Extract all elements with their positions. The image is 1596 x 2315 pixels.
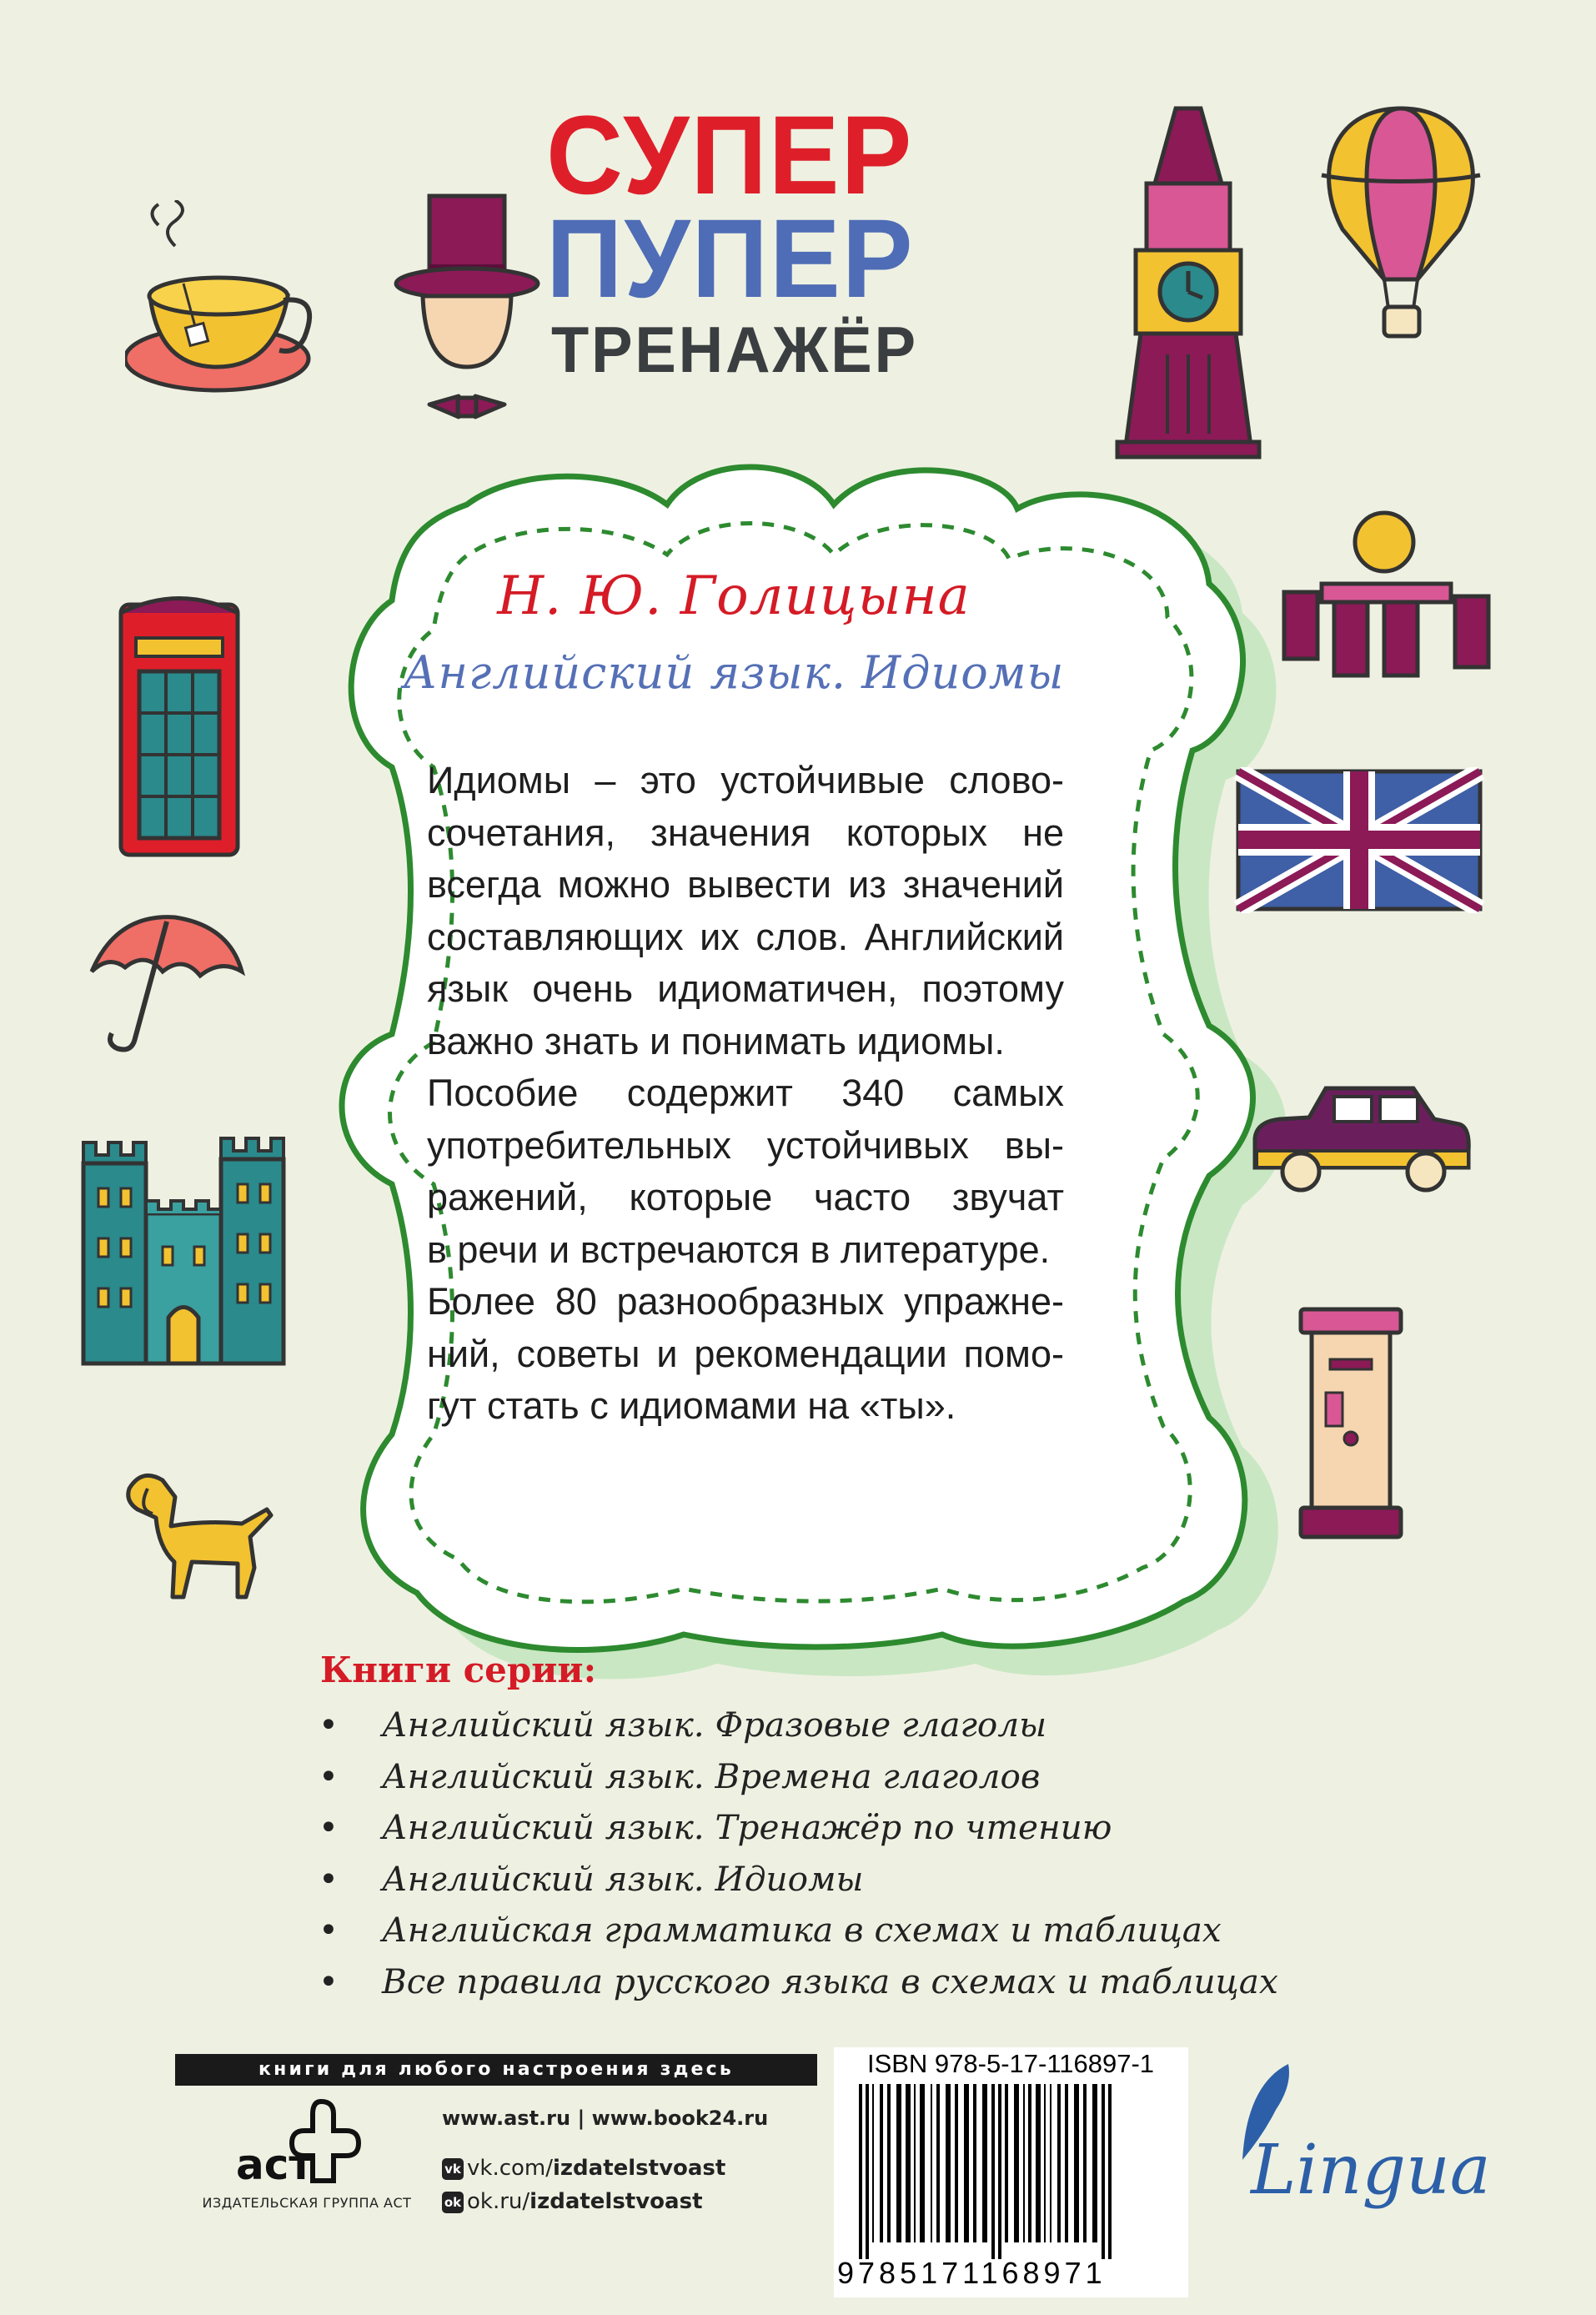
union-jack-flag-icon: [1234, 767, 1484, 913]
barcode-bar: [1050, 2084, 1051, 2242]
description-line: употребительных устойчивых вы-: [427, 1123, 1064, 1167]
list-item: [309, 1751, 1278, 1803]
castle-icon: [75, 1130, 300, 1368]
publisher-sites[interactable]: www.ast.ru | www.book24.ru: [442, 2107, 769, 2130]
ast-logo-icon: [229, 2097, 371, 2189]
description-line: ражений, которые часто звучат: [427, 1176, 1064, 1218]
series-book-title: Все правила русского языка в схемах и таблицах: [382, 1961, 1278, 2001]
barcode-bar: [872, 2084, 874, 2242]
barcode-bar: [1057, 2084, 1061, 2242]
ean-digits: 9785171168971: [837, 2256, 1107, 2290]
barcode-bar: [955, 2084, 958, 2242]
publisher-caption: ИЗДАТЕЛЬСКАЯ ГРУППА АСТ: [202, 2195, 412, 2211]
series-logo-line2: ПУПЕР: [546, 197, 915, 321]
series-books-list: [309, 1700, 1278, 2007]
description-line: Более 80 разнообразных упражне-: [427, 1280, 1064, 1323]
london-taxi-icon: [1247, 1076, 1476, 1197]
series-book-title: Английский язык. Фразовые глаголы: [382, 1705, 1047, 1745]
hot-air-balloon-icon: [1305, 100, 1497, 350]
series-logo-line3: ТРЕНАЖЁР: [551, 313, 918, 386]
barcode-bar: [1014, 2084, 1019, 2242]
vk-icon: vk: [442, 2158, 464, 2180]
isbn-text: ISBN 978-5-17-116897-1: [866, 2049, 1155, 2078]
bullet: •: [319, 1961, 339, 2001]
barcode-bar: [982, 2084, 987, 2242]
description-line: Идиомы – это устойчивые слово-: [427, 759, 1064, 801]
description-line: всегда можно вывести из значений: [427, 863, 1064, 906]
big-ben-icon: [1076, 104, 1309, 463]
description-line: составляющих их слов. Английский: [427, 915, 1064, 958]
barcode-bar: [1044, 2084, 1046, 2242]
barcode-bar: [896, 2084, 901, 2242]
bullet: •: [319, 1807, 339, 1847]
ok-handle: izdatelstvoast: [529, 2189, 703, 2214]
barcode-bar: [973, 2084, 976, 2242]
barcode-bars: [859, 2084, 1167, 2259]
barcode-bar: [1108, 2084, 1112, 2259]
description-line: сочетания, значения которых не: [427, 811, 1064, 854]
description-line: важно знать и понимать идиомы.: [427, 1019, 1005, 1062]
bullet: •: [319, 1755, 339, 1796]
top-hat-gentleman-icon: [388, 188, 546, 446]
description-line: в речи и встречаются в литературе.: [427, 1228, 1051, 1271]
barcode-bar: [964, 2084, 969, 2242]
ast-logo-text: аст: [236, 2141, 314, 2189]
list-item: [309, 1854, 1278, 1906]
publisher-strip: книги для любого настроения здесь: [175, 2054, 817, 2086]
series-books-title: Книги серии:: [320, 1650, 597, 1690]
phone-booth-icon: [113, 588, 246, 863]
barcode-bar: [880, 2084, 883, 2242]
list-item: [309, 1802, 1278, 1854]
list-item: [309, 1956, 1278, 2008]
stonehenge-icon: [1276, 505, 1509, 688]
description-line: ний, советы и рекомендации помо-: [427, 1332, 1064, 1375]
series-book-title: Английский язык. Идиомы: [382, 1858, 864, 1899]
barcode-bar: [998, 2084, 1001, 2259]
series-book-title: Английский язык. Времена глаголов: [382, 1755, 1041, 1796]
book-description: [427, 755, 1064, 1433]
book-title: Английский язык. Идиомы: [403, 646, 1065, 699]
teacup-icon: [125, 200, 325, 425]
barcode: [834, 2047, 1188, 2297]
barcode-bar: [859, 2084, 862, 2259]
barcode-bar: [1074, 2084, 1079, 2242]
ok-icon: ok: [442, 2192, 464, 2213]
series-book-title: Английская грамматика в схемах и таблицах: [382, 1910, 1222, 1950]
pillar-box-icon: [1297, 1305, 1405, 1543]
series-logo-line1: СУПЕР: [546, 93, 914, 218]
ok-link[interactable]: [442, 2189, 703, 2214]
barcode-bar: [1092, 2084, 1097, 2242]
list-item: [309, 1700, 1278, 1751]
barcode-bar: [866, 2084, 869, 2259]
description-line: Пособие содержит 340 самых: [427, 1072, 1064, 1114]
barcode-bar: [920, 2084, 925, 2242]
umbrella-icon: [83, 913, 250, 1063]
barcode-bar: [1028, 2084, 1031, 2242]
bullet: •: [319, 1910, 339, 1950]
bullet: •: [319, 1858, 339, 1899]
barcode-bar: [1102, 2084, 1105, 2259]
vk-handle: izdatelstvoast: [553, 2156, 726, 2181]
barcode-bar: [931, 2084, 932, 2242]
series-book-title: Английский язык. Тренажёр по чтению: [382, 1807, 1112, 1847]
barcode-bar: [1065, 2084, 1068, 2242]
bullet: •: [319, 1705, 339, 1745]
barcode-bar: [936, 2084, 940, 2242]
description-line: гут стать с идиомами на «ты».: [427, 1384, 956, 1427]
vk-link[interactable]: [442, 2156, 725, 2181]
dog-icon: [113, 1464, 279, 1605]
barcode-bar: [946, 2084, 951, 2242]
ok-prefix: ok.ru/: [467, 2189, 530, 2214]
list-item: [309, 1905, 1278, 1956]
vk-prefix: vk.com/: [467, 2156, 553, 2181]
imprint-logo: Lingua: [1251, 2131, 1491, 2210]
barcode-bar: [1023, 2084, 1025, 2242]
book-author: Н. Ю. Голицына: [497, 565, 971, 627]
barcode-bar: [1036, 2084, 1041, 2242]
description-line: язык очень идиоматичен, поэтому: [427, 967, 1064, 1010]
barcode-bar: [914, 2084, 916, 2242]
barcode-bar: [991, 2084, 995, 2259]
barcode-bar: [906, 2084, 911, 2242]
barcode-bar: [887, 2084, 891, 2242]
barcode-bar: [1083, 2084, 1087, 2242]
barcode-bar: [1005, 2084, 1008, 2242]
